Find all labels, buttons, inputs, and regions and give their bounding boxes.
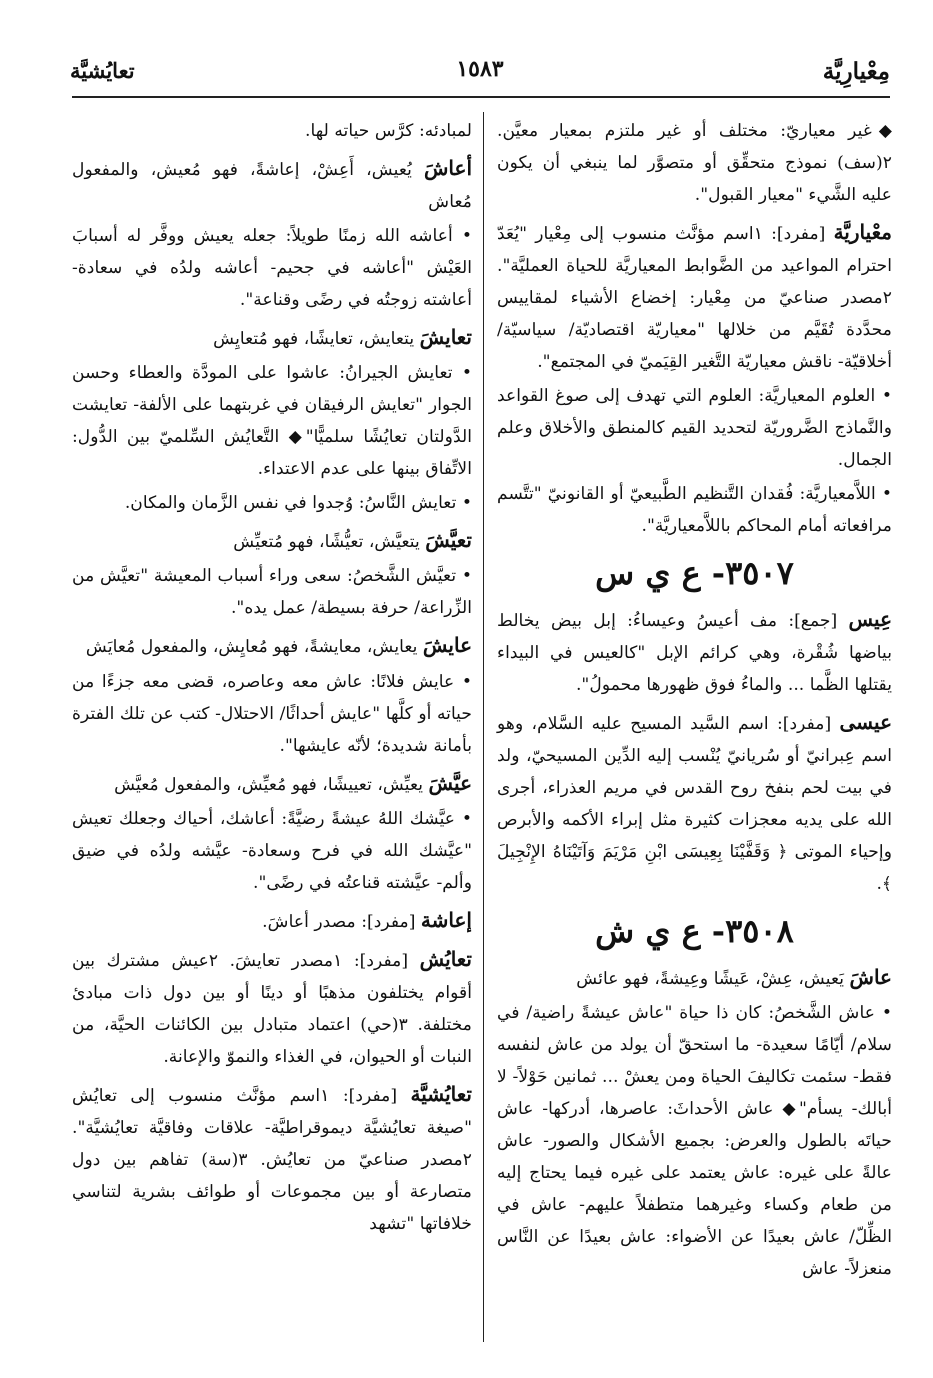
page-header [70,52,890,94]
dictionary-entry [497,116,892,212]
entry-headword: إعاشة [420,907,472,932]
entry-text: • عاش الشَّخصُ: كان ذا حياة "عاش عيشةً راضية/ في سلام/ أيّامًا سعيدة- ما استحقّ أن يولد من عاش لنفسه فقط- سئمت تكاليفَ الحياة ومن يعشْ ... ثمانين حَوْلاً- لا أبالك- يسأم"◆ عاش الأحداثَ: عاصرها، أدركها- عاش حياتَه بالطول والعرض: بجميع الأشكال والصور- عاش عالةً على غيره: عاش يعتمد على غيره فيما يحتاج إليه من طعام وكساء وغيرهما متطفلاً عليهم- عاش في الظِّلّ/ عاش بعيدًا عن الأضواء: عاش بعيدًا عن النَّاس منعزلاً- عاش [497,1003,892,1280]
dictionary-entry [72,116,472,148]
entry-text: [مفرد]: ١اسم مؤنَّث منسوب إلى تعايُش "صيغة تعايُشيَّة ديموقراطيَّة- علاقات وفاقيَّة تعايُشيَّة". ٢مصدر صناعيّ من تعايُش. ٣(سة) تفاهم بين دول متصارعة أو بين مجموعات أو طوائف بشرية لتناسي خلافاتها "تشهد [72,1085,472,1235]
entry-text: • تعايش الجيرانُ: عاشوا على المودَّة والعطاء وحسن الجوار "تعايش الرفيقان في غربتهما على الألفة- تعايشت الدَّولتان تعايُشًا سلميًّا"◆ التَّعايُش السِّلميّ بين الدُّول: الاتِّفاق بينها على عدم الاعتداء. [72,363,472,480]
dictionary-entry [72,488,472,520]
entry-text: لمبادئه: كرَّس حياته لها. [305,121,472,141]
entry-text: [مفرد]: اسم السَّيد المسيح عليه السَّلام، وهو اسم عِبرانيّ أو سُريانيّ يُنْسب إليه الدِّين المسيحيّ، ولد في بيت لحم بنفخ روح القدس في مريم العذراء، أجرى الله على يديه معجزات كثيرة مثل إبراء الأكمه والأبرص وإحياء الموتى ﴿ وَقَفَّيْنَا بِعِيسَى ابْنِ مَرْيَمَ وَآتَيْنَاهُ الإِنْجِيلَ ﴾. [497,714,892,895]
entry-text: [مفرد]: مصدر أعاشَ. [262,911,421,932]
entry-text: يتعايش، تعايشًا، فهو مُتعايِش [213,329,420,350]
left-column [72,116,472,1243]
dictionary-entry [497,998,892,1286]
dictionary-entry [72,150,472,219]
dictionary-entry [497,214,892,379]
entry-text: [مفرد]: ١مصدر تعايشَ. ٢عيش مشترك بين أقوام يختلفون مذهبًا أو دينًا أو بين دول ذات مبادئ مختلفة. ٣(حي) اعتماد متبادل بين الكائنات الحيَّة، من النبات أو الحيوان، في الغذاء والنموّ والإعانة. [72,950,473,1067]
entry-headword: تعايُشيَّة [410,1081,472,1106]
entry-headword: معْياريَّة [833,219,892,244]
entry-headword: عايشَ [422,633,472,658]
entry-headword: عيَّشَ [428,770,472,795]
entry-text: يُعيش، أَعِشْ، إعاشةً، فهو مُعيش، والمفعول مُعاش [72,159,472,213]
entry-text: • عيَّشك اللهُ عيشةً رضيَّةً: أعاشك، أحياك وجعلك تعيش "عيَّشك الله في فرح وسعادة- عيَّشه ولدُه في ضيق وألم- عيَّشته قناعتُه في رضًى". [72,808,472,893]
entry-headword: عيسى [839,710,892,735]
entry-text: يعايش، معايشةً، فهو مُعايِش، والمفعول مُعايَش [85,637,423,658]
entry-headword: عِيس [848,607,892,631]
header-rule [72,96,890,98]
entry-text: • اللاَّمعياريَّة: فُقدان التَّنظيم الطَّبيعيّ أو القانونيّ "تتَّسم مرافعاته أمام المحاكم باللاَّمعياريَّة". [497,484,892,537]
dictionary-entry [72,358,472,486]
dictionary-entry [72,902,472,939]
header-first-word: مِعْيارِيَّة [822,58,890,85]
entry-headword: أعاشَ [424,155,472,180]
entry-headword: تعايشَ [419,325,472,350]
dictionary-entry [72,627,472,664]
entry-text: يَعيش، عِشْ، عَيشًا وعِيشةً، فهو عائش [576,969,850,990]
entry-text: يتعيَّش، تعيُّشًا، فهو مُتعيِّش [233,532,426,553]
entry-text: [جمع]: مف أعيسُ وعيساءُ: إبل بيض يخالط بياضها شُقْرة، وهي كرائم الإبل "كالعيس في البيداء يقتلها الظَّما ... والماءُ فوق ظهورها محمولُ". [497,611,892,696]
dictionary-entry [72,221,472,317]
dictionary-entry [72,561,472,625]
right-column [497,116,892,1288]
dictionary-entry [72,941,472,1074]
dictionary-entry [72,1076,472,1241]
dictionary-entry [497,601,892,702]
root-heading: ٣٥٠٨- ع ي ش [595,912,794,951]
entry-text: [مفرد]: ١اسم مؤنَّث منسوب إلى مِعْيار "يُعَدّ احترام المواعيد من الضَّوابط المعياريَّة للحياة العمليَّة". ٢مصدر صناعيّ من مِعْيار: إخضاع الأشياء لمقاييس محدَّدة تُقَيَّم من خلالها "معياريّة اقتصاديّة/ سياسيّة/ أخلاقيّة- ناقش معياريّة التَّغير القِيَميّ في المجتمع". [497,223,892,373]
entry-text: • العلوم المعياريَّة: العلوم التي تهدف إلى صوغ القواعد والنَّماذج الضَّروريّة لتحديد القيم كالمنطق والأخلاق وعلم الجمال. [497,386,892,471]
column-divider [483,112,484,1342]
entry-text: يعيِّش، تعييشًا، فهو مُعيِّش، والمفعول مُعيَّش [114,774,429,795]
dictionary-entry [72,522,472,559]
dictionary-entry [497,381,892,477]
entry-text: • أعاشه الله زمنًا طويلاً: جعله يعيش ووفَّر له أسبابَ العَيْش "أعاشه في جحيم- أعاشه ولدُه في سعادة- أعاشته زوجتُه في رضًى وقناعة". [72,226,472,311]
dictionary-entry [72,319,472,356]
entry-headword: عاشَ [849,965,892,990]
dictionary-entry [497,959,892,996]
header-last-word: تعايُشيَّة [70,58,135,83]
dictionary-entry [72,804,472,900]
entry-text: ◆غير معياريّ: مختلف أو غير ملتزم بمعيار معيَّن. ٢(سف) نموذج متحقِّق أو متصوَّر لما ينبغي أن يكون عليه الشَّيء "معيار القبول". [497,121,892,205]
root-heading: ٣٥٠٧- ع ي س [595,554,794,592]
dictionary-entry [497,704,892,901]
dictionary-entry [72,667,472,763]
entry-text: • تعيَّش الشَّخصُ: سعى وراء أسباب المعيشة "تعيَّش من الزِّراعة/ حرفة بسيطة/ عمل يده". [72,566,472,619]
entry-text: • عايش فلانًا: عاش معه وعاصره، قضى معه جزءًا من حياته أو كلَّها "عايش أحداثًا/ الاحتلال- كتب عن تلك الفترة بأمانة شديدة؛ لأنّه عايشها". [72,671,472,756]
entry-headword: تعيَّشَ [425,528,472,553]
entry-headword: تعايُش [419,946,472,971]
entry-text: • تعايش النَّاسُ: وُجدوا في نفس الزَّمان والمكان. [124,493,472,514]
dictionary-entry [72,765,472,802]
page-number: ١٥٨٣ [456,56,504,82]
dictionary-entry [497,479,892,543]
